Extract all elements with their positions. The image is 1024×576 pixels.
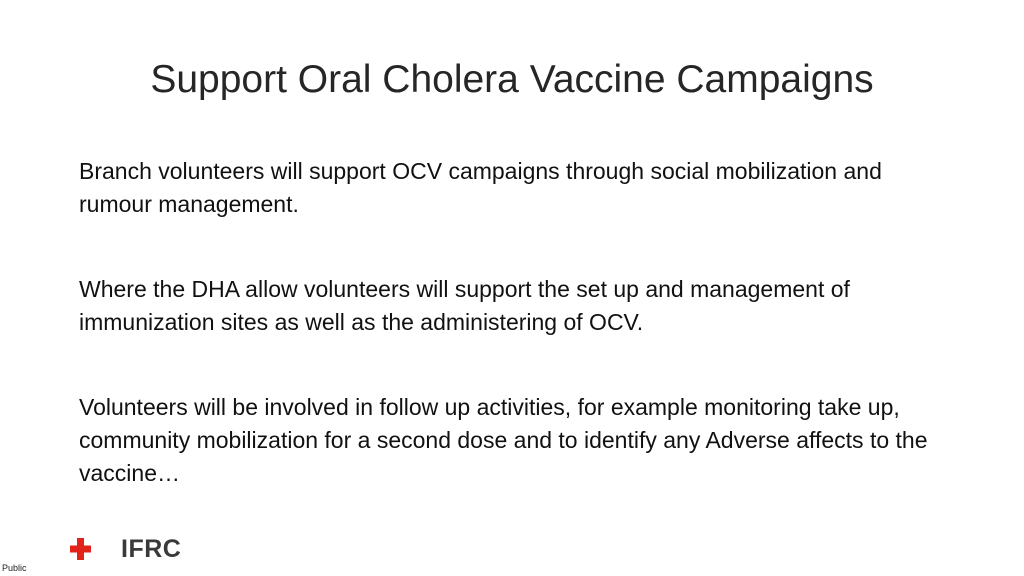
ifrc-logo — [69, 536, 181, 562]
red-crescent-icon — [97, 539, 107, 559]
logo-text: IFRC — [121, 535, 182, 563]
paragraph-immunization-sites: Where the DHA allow volunteers will support the set up and management of immunization sites as well as the administering of OCV. — [79, 276, 850, 335]
slide-body — [79, 155, 959, 490]
slide-title: Support Oral Cholera Vaccine Campaigns — [150, 58, 874, 101]
red-cross-crescent-icon — [69, 536, 117, 562]
paragraph-follow-up: Volunteers will be involved in follow up activities, for example monitoring take up, community mobilization for a second dose and to identify any Adverse affects to the vaccine… — [79, 394, 928, 486]
paragraph-social-mobilization: Branch volunteers will support OCV campaigns through social mobilization and rumour management. — [79, 158, 882, 217]
classification-label: Public — [2, 563, 27, 573]
